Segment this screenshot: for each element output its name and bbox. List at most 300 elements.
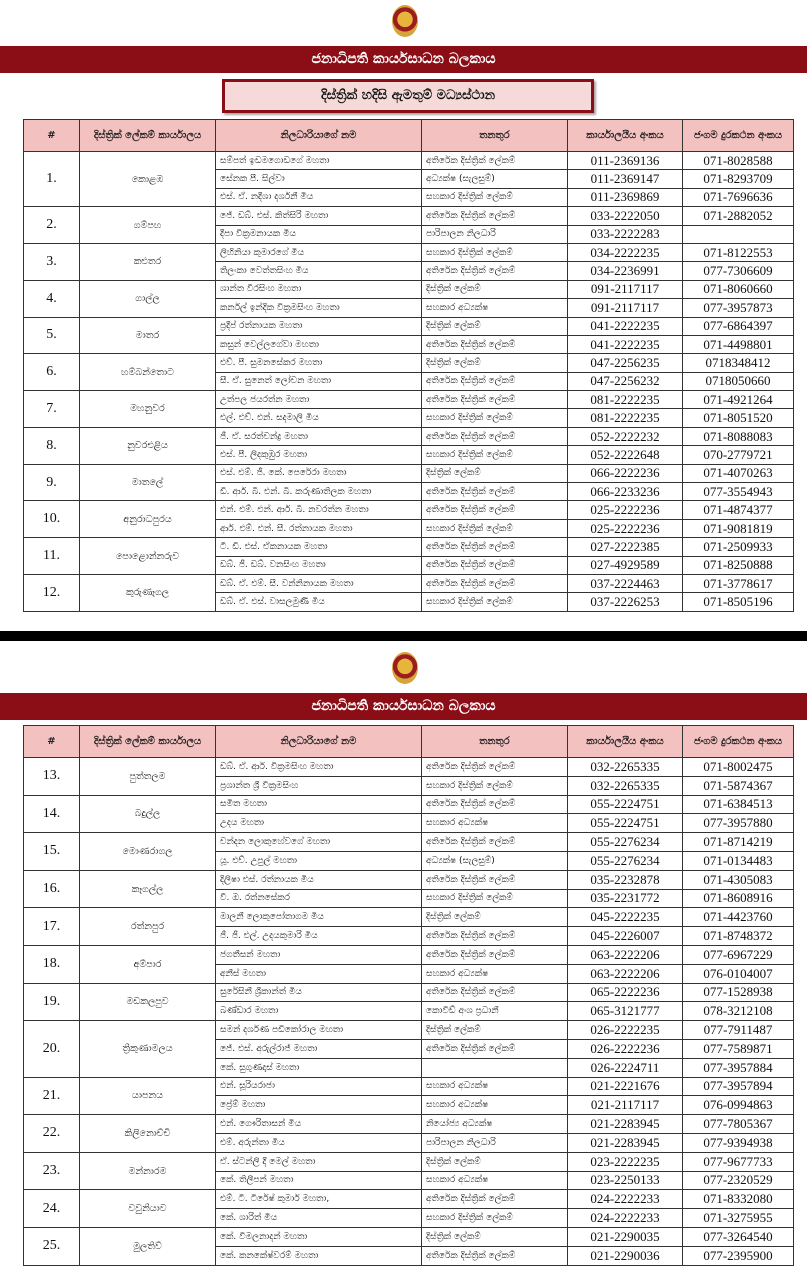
table-row (24, 243, 794, 261)
office-phone: 024-2222233 (568, 1190, 683, 1209)
officer-title: අධ්‍යක්ෂ (සැලසුම්) (422, 170, 568, 188)
officer-name: එන්. එම්. එන්. ආර්. බී. නවරත්න මහතා (216, 501, 422, 519)
officer-title: දිස්ත්‍රික් ලේකම් (422, 1021, 568, 1040)
mobile-phone: 077-2320529 (683, 1171, 794, 1190)
col-number: # (24, 726, 80, 758)
officer-name: එස්. ඒ. නදීශා දර්ශනී මිය (216, 188, 422, 206)
table-row (24, 538, 794, 556)
district-number: 18. (24, 945, 80, 983)
officer-title: අතිරේක දිස්ත්‍රික් ලේකම් (422, 795, 568, 814)
mobile-phone: 071-5874367 (683, 776, 794, 795)
officer-name: ජී. ඒ. සරත්චන්ද්‍ර මහතා (216, 427, 422, 445)
col-office-number: කාර්යාලයීය අංකය (568, 726, 683, 758)
officer-title: අතිරේක දිස්ත්‍රික් ලේකම් (422, 927, 568, 946)
office-phone: 037-2224463 (568, 574, 683, 592)
state-emblem (390, 1, 420, 41)
table-row (24, 908, 794, 927)
mobile-phone: 071-3275955 (683, 1209, 794, 1228)
table-row (24, 391, 794, 409)
officer-title: සහකාර අධ්‍යක්ෂ (422, 1171, 568, 1190)
officer-title: අතිරේක දිස්ත්‍රික් ලේකම් (422, 556, 568, 574)
officer-name: සම්පත් ඉඩමගොඩගේ මහතා (216, 152, 422, 170)
officer-title (422, 1058, 568, 1077)
col-title: තනතුර (422, 120, 568, 152)
table-row (24, 464, 794, 482)
officer-title: සහකාර දිස්ත්‍රික් ලේකම් (422, 446, 568, 464)
office-phone: 011-2369869 (568, 188, 683, 206)
district-number: 15. (24, 833, 80, 871)
document-page-2 (0, 641, 807, 1280)
mobile-phone: 071-9081819 (683, 519, 794, 537)
district-number: 20. (24, 1021, 80, 1077)
district-number: 7. (24, 391, 80, 428)
officer-name: චන්දන ලොකුහේවගේ මහතා (216, 833, 422, 852)
office-phone: 021-2290035 (568, 1227, 683, 1246)
office-phone: 066-2233236 (568, 483, 683, 501)
district-number: 25. (24, 1227, 80, 1265)
table-row (24, 501, 794, 519)
officer-name: සුරේසිනී ශ්‍රීකාන්ත් මිය (216, 983, 422, 1002)
district-number: 22. (24, 1115, 80, 1153)
officer-name: ප්‍රදීප් රත්නායක මහතා (216, 317, 422, 335)
state-emblem (390, 648, 420, 688)
officer-title: අතිරේක දිස්ත්‍රික් ලේකම් (422, 1039, 568, 1058)
office-phone: 047-2256235 (568, 354, 683, 372)
table-row (24, 870, 794, 889)
officer-title: අතිරේක දිස්ත්‍රික් ලේකම් (422, 870, 568, 889)
officer-title: අතිරේක දිස්ත්‍රික් ලේකම් (422, 574, 568, 592)
mobile-phone: 071-8060660 (683, 280, 794, 298)
officer-title: සහකාර දිස්ත්‍රික් ලේකම් (422, 188, 568, 206)
office-phone: 025-2222236 (568, 501, 683, 519)
col-mobile-number: ජංගම දුරකථන අංකය (683, 726, 794, 758)
table-row (24, 983, 794, 1002)
office-phone: 023-2250133 (568, 1171, 683, 1190)
mobile-phone: 071-2509933 (683, 538, 794, 556)
table-row (24, 833, 794, 852)
district-name: අනුරාධපුරය (80, 501, 216, 538)
office-phone: 021-2283945 (568, 1133, 683, 1152)
officer-name: දිලිෂා එස්. රත්නායක මිය (216, 870, 422, 889)
office-phone: 081-2222235 (568, 391, 683, 409)
officer-title: දිස්ත්‍රික් ලේකම් (422, 1152, 568, 1171)
officer-name: ඩී. ආර්. බී. එන්. බී. කරුණාතිලක මහතා (216, 483, 422, 501)
officer-name: සමිත මහතා (216, 795, 422, 814)
district-name: ත්‍රිකුණාමලය (80, 1021, 216, 1077)
officer-name: සමන් දර්ශණ පඩිකෝරාල මහතා (216, 1021, 422, 1040)
officer-title: අතිරේක දිස්ත්‍රික් ලේකම් (422, 335, 568, 353)
officer-title: අතිරේක දිස්ත්‍රික් ලේකම් (422, 945, 568, 964)
mobile-phone: 071-8748372 (683, 927, 794, 946)
table-row (24, 1152, 794, 1171)
district-name: කුරුණෑගල (80, 574, 216, 611)
officer-title: සහකාර දිස්ත්‍රික් ලේකම් (422, 243, 568, 261)
officer-name: එන්. ගෞරිතාසන් මිය (216, 1115, 422, 1134)
table-row (24, 317, 794, 335)
officer-name: යූ. එච්. උපුල් මහතා (216, 851, 422, 870)
mobile-phone: 077-7805367 (683, 1115, 794, 1134)
mobile-phone: 077-3554943 (683, 483, 794, 501)
office-phone: 027-2222385 (568, 538, 683, 556)
officer-title: සහකාර දිස්ත්‍රික් ලේකම් (422, 1209, 568, 1228)
officer-title: දිස්ත්‍රික් ලේකම් (422, 317, 568, 335)
office-phone: 026-2222236 (568, 1039, 683, 1058)
officer-title: සහකාර අධ්‍යක්ෂ (422, 814, 568, 833)
district-number: 14. (24, 795, 80, 833)
officer-title: දිස්ත්‍රික් ලේකම් (422, 280, 568, 298)
district-name: වවුනියාව (80, 1190, 216, 1228)
mobile-phone: 071-8088083 (683, 427, 794, 445)
office-phone: 033-2222050 (568, 207, 683, 225)
office-phone: 026-2222235 (568, 1021, 683, 1040)
mobile-phone: 071-8051520 (683, 409, 794, 427)
mobile-phone: 071-8250888 (683, 556, 794, 574)
district-number: 21. (24, 1077, 80, 1115)
mobile-phone: 071-8608916 (683, 889, 794, 908)
mobile-phone: 071-8293709 (683, 170, 794, 188)
officer-name: එල්. එච්. එන්. සදමාලි මිය (216, 409, 422, 427)
mobile-phone: 0718050660 (683, 372, 794, 390)
office-phone: 021-2283945 (568, 1115, 683, 1134)
office-phone: 011-2369147 (568, 170, 683, 188)
mobile-phone: 071-3778617 (683, 574, 794, 592)
table-header (24, 120, 794, 152)
officer-title: අතිරේක දිස්ත්‍රික් ලේකම් (422, 758, 568, 777)
officer-name: කේ. විමලනාදන් මහතා (216, 1227, 422, 1246)
mobile-phone: 071-4070263 (683, 464, 794, 482)
mobile-phone: 071-0134483 (683, 851, 794, 870)
table-row (24, 427, 794, 445)
mobile-phone: 077-6864397 (683, 317, 794, 335)
officer-name: බණ්ඩාර මහතා (216, 1002, 422, 1021)
office-phone: 041-2222235 (568, 317, 683, 335)
officer-name: ප්‍රේම් මහතා (216, 1096, 422, 1115)
office-phone: 025-2222236 (568, 519, 683, 537)
officer-title: සහකාර දිස්ත්‍රික් ලේකම් (422, 889, 568, 908)
mobile-phone: 071-8122553 (683, 243, 794, 261)
table-row (24, 758, 794, 777)
officer-name: අනීස් මහතා (216, 964, 422, 983)
officer-title: සහකාර අධ්‍යක්ෂ (422, 299, 568, 317)
district-number: 11. (24, 538, 80, 575)
officer-title: සහකාර අධ්‍යක්ෂ (422, 1096, 568, 1115)
officer-title: පාරිපාලන නිලධාරි (422, 1133, 568, 1152)
office-phone: 055-2224751 (568, 795, 683, 814)
officer-name: කර්නල් ඉන්දික වික්‍රමසිංහ මහතා (216, 299, 422, 317)
mobile-phone: 077-6967229 (683, 945, 794, 964)
office-phone: 066-2222236 (568, 464, 683, 482)
officer-title: අතිරේක දිස්ත්‍රික් ලේකම් (422, 427, 568, 445)
office-phone: 065-3121777 (568, 1002, 683, 1021)
officer-title: දිස්ත්‍රික් ලේකම් (422, 1227, 568, 1246)
mobile-phone: 077-2395900 (683, 1246, 794, 1265)
mobile-phone: 071-8028588 (683, 152, 794, 170)
mobile-phone: 077-3957873 (683, 299, 794, 317)
officer-title: දිස්ත්‍රික් ලේකම් (422, 908, 568, 927)
office-phone: 035-2231772 (568, 889, 683, 908)
officer-title: අතිරේක දිස්ත්‍රික් ලේකම් (422, 207, 568, 225)
district-name: පොළොන්නරුව (80, 538, 216, 575)
district-name: පුත්තලම (80, 758, 216, 796)
col-district-office: දිස්ත්‍රික් ලේකම් කාර්යාලය (80, 726, 216, 758)
district-name: මාතර (80, 317, 216, 354)
district-number: 13. (24, 758, 80, 796)
officer-title: දිස්ත්‍රික් ලේකම් (422, 354, 568, 372)
col-officer-name: නිලධාරියාගේ නම (216, 726, 422, 758)
district-number: 1. (24, 152, 80, 207)
district-name: නුවරඑළිය (80, 427, 216, 464)
officer-title: අතිරේක දිස්ත්‍රික් ලේකම් (422, 501, 568, 519)
table-row (24, 1190, 794, 1209)
district-number: 2. (24, 207, 80, 244)
officer-name: සී. ඒ. සුනෙත් ලෝචන මහතා (216, 372, 422, 390)
table-row (24, 280, 794, 298)
office-phone: 052-2222648 (568, 446, 683, 464)
district-name: කළුතර (80, 243, 216, 280)
mobile-phone: 071-8332080 (683, 1190, 794, 1209)
mobile-phone: 077-3957884 (683, 1058, 794, 1077)
officer-name: ඩබ්. ජී. ඩබ්. වනසිංහ මහතා (216, 556, 422, 574)
table-row (24, 1115, 794, 1134)
officer-title: සහකාර අධ්‍යක්ෂ (422, 1077, 568, 1096)
mobile-phone: 071-8505196 (683, 593, 794, 611)
officer-name: එස්. එම්. ජී. කේ. පෙරේරා මහතා (216, 464, 422, 482)
office-phone: 021-2221676 (568, 1077, 683, 1096)
mobile-phone: 077-7589871 (683, 1039, 794, 1058)
mobile-phone: 071-4921264 (683, 391, 794, 409)
officer-title: අධ්‍යක්ෂ (සැලසුම්) (422, 851, 568, 870)
officer-name: එස්. පී. ලිදකුඹුර මහතා (216, 446, 422, 464)
officer-title: අතිරේක දිස්ත්‍රික් ලේකම් (422, 1246, 568, 1265)
mobile-phone: 0718348412 (683, 354, 794, 372)
mobile-phone: 076-0994863 (683, 1096, 794, 1115)
office-phone: 021-2290036 (568, 1246, 683, 1265)
officer-name: ඩබ්. ඒ. ආර්. වික්‍රමසිංහ මහතා (216, 758, 422, 777)
office-phone: 052-2222232 (568, 427, 683, 445)
officer-name: වී. ඔ. රත්නසේකර (216, 889, 422, 908)
officer-title: සහකාර දිස්ත්‍රික් ලේකම් (422, 519, 568, 537)
office-phone: 032-2265335 (568, 776, 683, 795)
district-number: 4. (24, 280, 80, 317)
office-phone: 034-2222235 (568, 243, 683, 261)
officer-title: අතිරේක දිස්ත්‍රික් ලේකම් (422, 372, 568, 390)
officer-name: එච්. පී. සුමනසේකර මහතා (216, 354, 422, 372)
office-phone: 063-2222206 (568, 945, 683, 964)
table-row (24, 574, 794, 592)
mobile-phone: 077-9394938 (683, 1133, 794, 1152)
mobile-phone: 077-7306609 (683, 262, 794, 280)
office-phone: 034-2236991 (568, 262, 683, 280)
office-phone: 023-2222235 (568, 1152, 683, 1171)
office-phone: 091-2117117 (568, 299, 683, 317)
officer-name: උදය මහතා (216, 814, 422, 833)
district-number: 3. (24, 243, 80, 280)
officer-title: අතිරේක දිස්ත්‍රික් ලේකම් (422, 391, 568, 409)
district-name: බදුල්ල (80, 795, 216, 833)
mobile-phone: 077-3957880 (683, 814, 794, 833)
mobile-phone: 076-0104007 (683, 964, 794, 983)
officer-title: සහකාර දිස්ත්‍රික් ලේකම් (422, 776, 568, 795)
mobile-phone: 077-3957894 (683, 1077, 794, 1096)
officer-title: දිස්ත්‍රික් ලේකම් (422, 464, 568, 482)
officer-name: ආර්. එම්. එන්. සී. රත්නායක මහතා (216, 519, 422, 537)
col-number: # (24, 120, 80, 152)
district-name: කොළඹ (80, 152, 216, 207)
mobile-phone: 071-4498801 (683, 335, 794, 353)
mobile-phone: 071-8714219 (683, 833, 794, 852)
officer-title: අතිරේක දිස්ත්‍රික් ලේකම් (422, 833, 568, 852)
office-phone: 045-2222235 (568, 908, 683, 927)
district-number: 19. (24, 983, 80, 1021)
office-phone: 091-2117117 (568, 280, 683, 298)
organization-banner: ජනාධිපති කාර්යසාධන බලකාය (0, 693, 807, 720)
officer-name: ජගතීසන් මහතා (216, 945, 422, 964)
mobile-phone: 070-2779721 (683, 446, 794, 464)
district-name: මාතලේ (80, 464, 216, 501)
office-phone: 035-2232878 (568, 870, 683, 889)
officer-name: කේ. ශාරිත් මිය (216, 1209, 422, 1228)
table-row (24, 945, 794, 964)
table-row (24, 1227, 794, 1246)
officer-name: කේ. කනකේෂ්වරම් මහතා (216, 1246, 422, 1265)
mobile-phone (683, 225, 794, 243)
mobile-phone: 071-4305083 (683, 870, 794, 889)
district-name: මුලතිව් (80, 1227, 216, 1265)
district-name: ගම්පහ (80, 207, 216, 244)
mobile-phone: 071-4874377 (683, 501, 794, 519)
officer-title: අතිරේක දිස්ත්‍රික් ලේකම් (422, 152, 568, 170)
officer-name: ටී. ඩී. එස්. ඒකනායක මහතා (216, 538, 422, 556)
officer-title: අතිරේක දිස්ත්‍රික් ලේකම් (422, 538, 568, 556)
office-phone: 021-2117117 (568, 1096, 683, 1115)
table-header (24, 726, 794, 758)
district-name: මන්නාරම (80, 1152, 216, 1190)
district-name: හම්බන්තොට (80, 354, 216, 391)
contacts-table-2 (23, 725, 794, 1266)
mobile-phone: 077-1528938 (683, 983, 794, 1002)
col-title: තනතුර (422, 726, 568, 758)
district-number: 24. (24, 1190, 80, 1228)
mobile-phone: 077-3264540 (683, 1227, 794, 1246)
mobile-phone: 078-3212108 (683, 1002, 794, 1021)
officer-name: ලිහිනියා කුමාරගේ මිය (216, 243, 422, 261)
officer-title: අතිරේක දිස්ත්‍රික් ලේකම් (422, 483, 568, 501)
officer-name: ජේ. එස්. අරුල්රාජ් මහතා (216, 1039, 422, 1058)
officer-name: ඒ. ස්ටන්ලි දී මෙල් මහතා (216, 1152, 422, 1171)
officer-name: උත්පල ජයරත්න මහතා (216, 391, 422, 409)
table-row (24, 207, 794, 225)
table-row (24, 152, 794, 170)
officer-name: ප්‍රශාන්ත ශ්‍රී වික්‍රමසිංහ (216, 776, 422, 795)
officer-name: එන්. සූරියරාජා (216, 1077, 422, 1096)
district-name: රත්නපුර (80, 908, 216, 946)
mobile-phone: 071-7696636 (683, 188, 794, 206)
office-phone: 024-2222233 (568, 1209, 683, 1228)
officer-name: ඩබ්. ඒ. එස්. වාසලමුණි මිය (216, 593, 422, 611)
officer-name: මාලනී ලොකුපෝතාගම මිය (216, 908, 422, 927)
document-page-1 (0, 0, 807, 631)
office-phone: 065-2222236 (568, 983, 683, 1002)
district-number: 17. (24, 908, 80, 946)
office-phone: 047-2256232 (568, 372, 683, 390)
office-phone: 055-2276234 (568, 851, 683, 870)
officer-title: නියෝජ්‍ය අධ්‍යක්ෂ (422, 1115, 568, 1134)
district-name: මොණරාගල (80, 833, 216, 871)
mobile-phone: 071-2882052 (683, 207, 794, 225)
district-name: යාපනය (80, 1077, 216, 1115)
district-number: 10. (24, 501, 80, 538)
officer-title: සහකාර දිස්ත්‍රික් ලේකම් (422, 593, 568, 611)
district-name: ගාල්ල (80, 280, 216, 317)
col-officer-name: නිලධාරියාගේ නම (216, 120, 422, 152)
table-row (24, 1021, 794, 1040)
district-name: අම්පාර (80, 945, 216, 983)
officer-title: පාරිපාලන නිලධාරි (422, 225, 568, 243)
office-phone: 055-2224751 (568, 814, 683, 833)
mobile-phone: 071-6384513 (683, 795, 794, 814)
officer-name: දීපා වික්‍රමනායක මිය (216, 225, 422, 243)
office-phone: 055-2276234 (568, 833, 683, 852)
mobile-phone: 071-4423760 (683, 908, 794, 927)
officer-name: ඩබ්. ඒ. එම්. සී. වන්නිනායක මහතා (216, 574, 422, 592)
district-name: මඩකලපුව (80, 983, 216, 1021)
office-phone: 037-2226253 (568, 593, 683, 611)
col-mobile-number: ජංගම දුරකථන අංකය (683, 120, 794, 152)
officer-name: එම්. අරුන්තා මිය (216, 1133, 422, 1152)
officer-name: කේ. තිලීපන් මහතා (216, 1171, 422, 1190)
officer-title: කොවිඩ් අංශ ප්‍රධානී (422, 1002, 568, 1021)
district-number: 12. (24, 574, 80, 611)
office-phone: 041-2222235 (568, 335, 683, 353)
officer-title: සහකාර දිස්ත්‍රික් ලේකම් (422, 409, 568, 427)
contacts-table-1 (23, 119, 794, 612)
district-number: 5. (24, 317, 80, 354)
district-name: කිලිනොච්චි (80, 1115, 216, 1153)
col-district-office: දිස්ත්‍රික් ලේකම් කාර්යාලය (80, 120, 216, 152)
officer-name: කේ. සුගුණදාස් මහතා (216, 1058, 422, 1077)
office-phone: 081-2222235 (568, 409, 683, 427)
district-number: 8. (24, 427, 80, 464)
officer-title: අතිරේක දිස්ත්‍රික් ලේකම් (422, 262, 568, 280)
office-phone: 011-2369136 (568, 152, 683, 170)
officer-title: අතිරේක දිස්ත්‍රික් ලේකම් (422, 983, 568, 1002)
office-phone: 045-2226007 (568, 927, 683, 946)
page-divider (0, 631, 807, 641)
mobile-phone: 077-9677733 (683, 1152, 794, 1171)
office-phone: 027-4929589 (568, 556, 683, 574)
officer-name: ජී. ජී. එල්. උදයකුමාරි මිය (216, 927, 422, 946)
office-phone: 032-2265335 (568, 758, 683, 777)
district-number: 23. (24, 1152, 80, 1190)
officer-name: සේනක පී. සිල්වා (216, 170, 422, 188)
district-number: 16. (24, 870, 80, 908)
district-number: 9. (24, 464, 80, 501)
office-phone: 063-2222206 (568, 964, 683, 983)
document-subtitle: දිස්ත්‍රික් හදිසි ඇමතුම් මධ්‍යස්ථාන (222, 79, 594, 113)
officer-name: කසුන් වෙල්ලගේවා මහතා (216, 335, 422, 353)
district-name: මහනුවර (80, 391, 216, 428)
office-phone: 033-2222283 (568, 225, 683, 243)
officer-name: එම්. ටී. ටිරේෂ් කුමාර් මහතා, (216, 1190, 422, 1209)
officer-title: අතිරේක දිස්ත්‍රික් ලේකම් (422, 1190, 568, 1209)
mobile-phone: 077-7911487 (683, 1021, 794, 1040)
table-row (24, 354, 794, 372)
office-phone: 026-2224711 (568, 1058, 683, 1077)
organization-banner: ජනාධිපති කාර්යසාධන බලකාය (0, 46, 807, 73)
mobile-phone: 071-8002475 (683, 758, 794, 777)
district-number: 6. (24, 354, 80, 391)
officer-title: සහකාර අධ්‍යක්ෂ (422, 964, 568, 983)
